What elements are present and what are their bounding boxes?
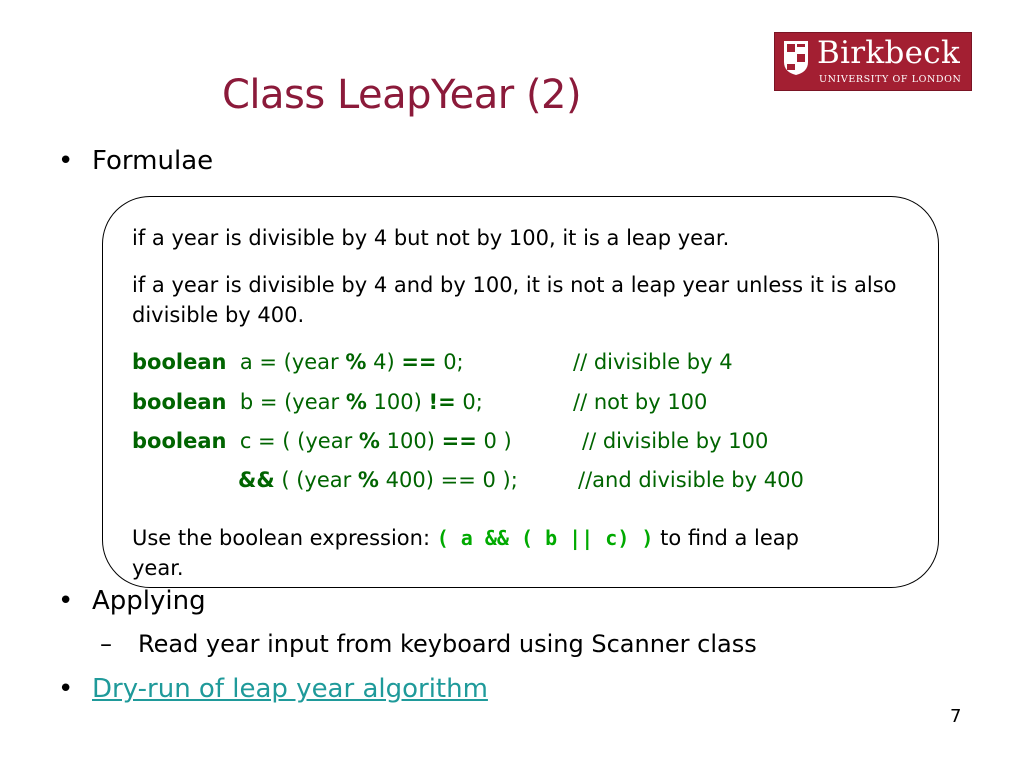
code-keyword: boolean: [132, 429, 227, 453]
code-comment: // not by 100: [573, 390, 708, 414]
bullet-formulae: [58, 146, 213, 176]
code-comment: // divisible by 100: [582, 429, 769, 453]
code-text: 100): [379, 429, 442, 453]
bullet-formulae-text: Formulae: [92, 146, 214, 176]
code-comment: //and divisible by 400: [578, 468, 804, 492]
dash-icon: –: [100, 630, 112, 658]
use-prefix: Use the boolean expression:: [132, 526, 431, 550]
code-text: b = (year: [239, 390, 346, 414]
code-operator: ==: [401, 350, 437, 374]
birkbeck-logo: [774, 32, 972, 91]
code-keyword: boolean: [132, 390, 227, 414]
slide-title: Class LeapYear (2): [222, 72, 582, 118]
bullet-applying-text: Applying: [92, 586, 206, 616]
bullet-dot-icon: •: [58, 674, 74, 704]
code-operator: &&: [238, 468, 275, 492]
sub-bullet-scanner: [100, 630, 757, 658]
code-operator: %: [357, 468, 379, 492]
code-line-a: [132, 350, 733, 374]
code-comment: // divisible by 4: [573, 350, 733, 374]
page-number: 7: [950, 706, 962, 727]
rule-1: if a year is divisible by 4 but not by 100, it is a leap year.: [132, 226, 730, 250]
boolean-expression: ( a && ( b || c) ): [436, 526, 654, 550]
logo-subtitle: UNIVERSITY OF LONDON: [819, 74, 962, 85]
code-text: c = ( (year: [239, 429, 359, 453]
rule-2: if a year is divisible by 4 and by 100, it is not a leap year unless it is also divisible by 400.: [132, 273, 897, 327]
code-operator: ==: [441, 429, 477, 453]
dry-run-link[interactable]: Dry-run of leap year algorithm: [92, 674, 488, 704]
crest-icon: [783, 40, 809, 76]
code-text: 400) == 0 );: [378, 468, 518, 492]
code-operator: %: [345, 350, 367, 374]
bullet-dryrun: [58, 674, 488, 704]
use-expression-line: [132, 526, 799, 550]
use-suffix-line: year.: [132, 556, 184, 580]
code-keyword: boolean: [132, 350, 227, 374]
code-text: ( (year: [281, 468, 358, 492]
code-line-d: [238, 468, 804, 492]
code-text: 0;: [455, 390, 483, 414]
sub-bullet-text: Read year input from keyboard using Scanner class: [138, 630, 757, 658]
code-text: 100): [366, 390, 429, 414]
bullet-dot-icon: •: [58, 146, 74, 176]
bullet-dot-icon: •: [58, 586, 74, 616]
code-text: a = (year: [239, 350, 346, 374]
bullet-applying: [58, 586, 206, 616]
code-line-b: [132, 390, 708, 414]
code-operator: !=: [428, 390, 456, 414]
code-operator: %: [345, 390, 367, 414]
code-operator: %: [358, 429, 380, 453]
code-text: 4): [366, 350, 402, 374]
logo-name: Birkbeck: [817, 35, 961, 71]
use-suffix: to find a leap: [660, 526, 799, 550]
code-line-c: [132, 429, 769, 453]
code-text: 0;: [436, 350, 464, 374]
code-text: 0 ): [476, 429, 512, 453]
